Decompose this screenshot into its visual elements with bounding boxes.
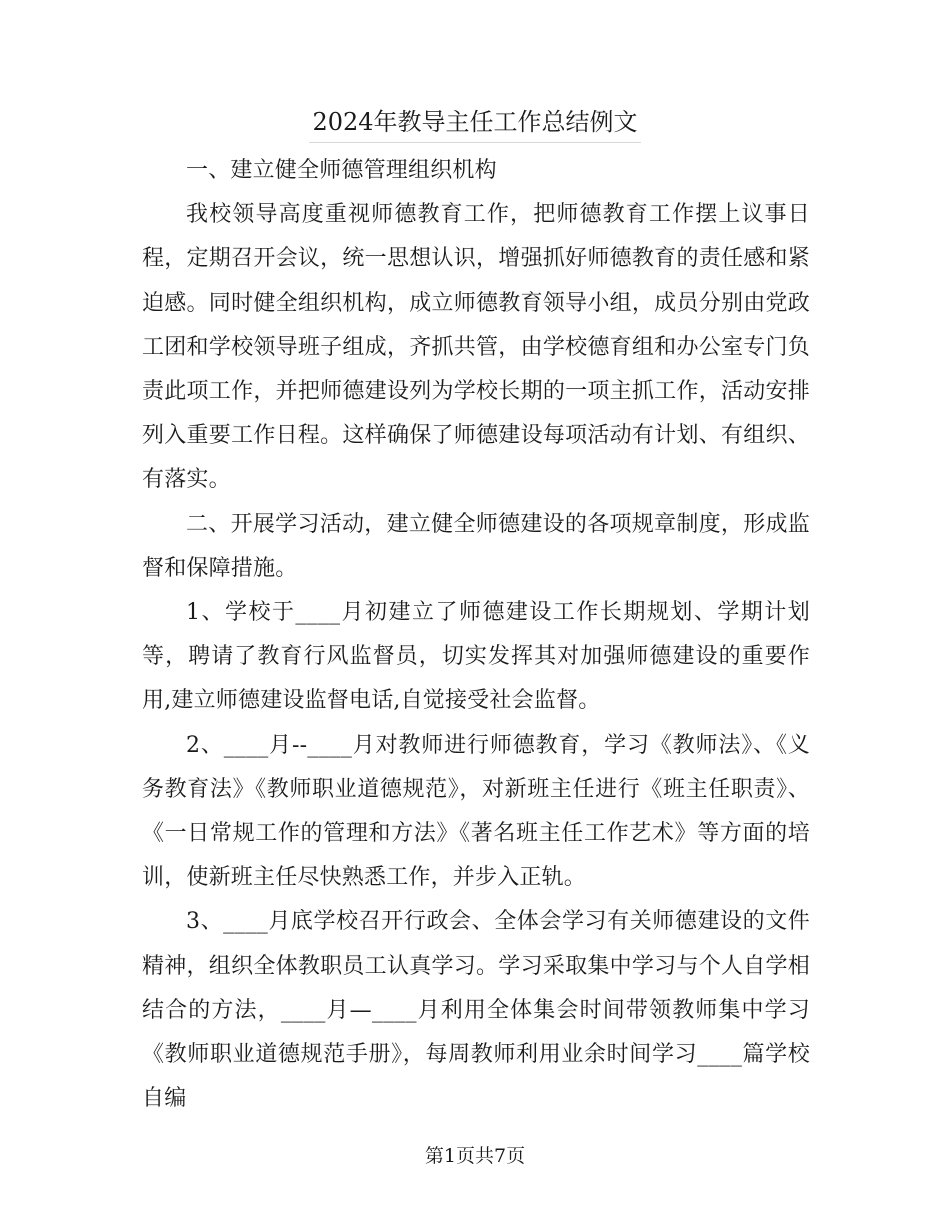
document-body bbox=[142, 149, 810, 1121]
document-title: 2024年教导主任工作总结例文 bbox=[312, 108, 638, 136]
section-heading-1: 一、建立健全师德管理组织机构 bbox=[186, 158, 497, 183]
paragraph: 3、____月底学校召开行政会、全体会学习有关师德建设的文件精神，组织全体教职员工认真学习。学习采取集中学习与个人自学相结合的方法，____月—____月利用全体集会时间带领教师集中学习《教师职业道德规范手册》，每周教师利用业余时间学习____篇学校自编 bbox=[142, 909, 810, 1112]
title-underline bbox=[309, 142, 641, 143]
section-heading-2: 二、开展学习活动，建立健全师德建设的各项规章制度，形成监督和保障措施。 bbox=[142, 511, 810, 581]
paragraph: 2、____月--____月对教师进行师德教育，学习《教师法》、《义务教育法》《教师职业道德规范》，对新班主任进行《班主任职责》、《一日常规工作的管理和方法》《著名班主任工作艺术》等方面的培训，使新班主任尽快熟悉工作，并步入正轨。 bbox=[142, 732, 810, 891]
page-number-footer: 第1页共7页 bbox=[424, 1145, 526, 1167]
paragraph: 我校领导高度重视师德教育工作，把师德教育工作摆上议事日程，定期召开会议，统一思想认识，增强抓好师德教育的责任感和紧迫感。同时健全组织机构，成立师德教育领导小组，成员分别由党政工团和学校领导班子组成，齐抓共管，由学校德育组和办公室专门负责此项工作，并把师德建设列为学校长期的一项主抓工作，活动安排列入重要工作日程。这样确保了师德建设每项活动有计划、有组织、有落实。 bbox=[142, 202, 810, 493]
paragraph: 1、学校于____月初建立了师德建设工作长期规划、学期计划等，聘请了教育行风监督员，切实发挥其对加强师德建设的重要作用,建立师德建设监督电话,自觉接受社会监督。 bbox=[142, 600, 810, 714]
